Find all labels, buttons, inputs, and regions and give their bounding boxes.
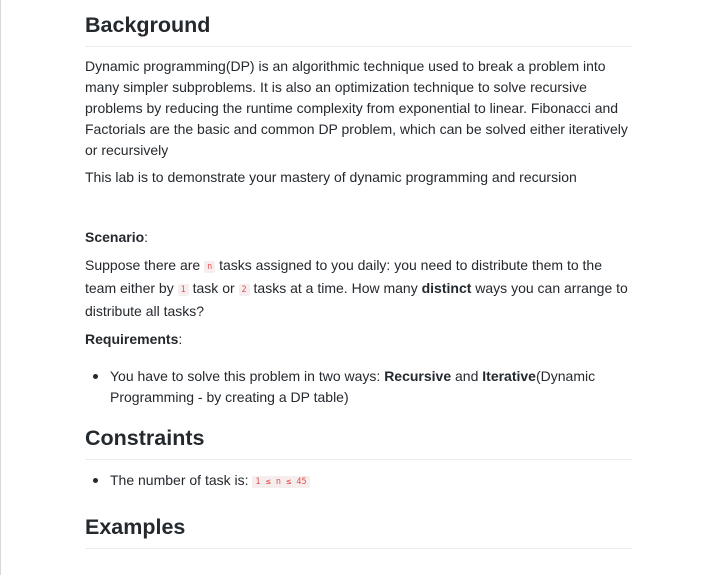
code-n: n (204, 261, 215, 273)
code-range: 1 ≤ n ≤ 45 (252, 476, 309, 488)
constraint-text: The number of task is: (110, 471, 253, 488)
bold-distinct: distinct (421, 279, 472, 296)
bold-iterative: Iterative (482, 367, 536, 384)
scenario-label-colon: : (144, 228, 149, 245)
requirements-label-colon: : (178, 330, 183, 347)
requirement-text-1: You have to solve this problem in two ways: (110, 367, 385, 384)
background-paragraph-dp: Dynamic programming(DP) is an algorithmic technique used to break a problem into many simpler subproblems. It is also an optimization technique to solve recursive problems by reducing the runtime complexity from exponential to linear. Fibonacci and Factorials are the basic and common DP problem, which can be solved either iteratively or recursively (85, 57, 628, 158)
requirements-list (85, 366, 632, 408)
scenario-text-4: tasks at a time. How many (249, 279, 422, 296)
requirements-label-text: Requirements (85, 330, 179, 347)
scenario-label (85, 227, 632, 248)
list-item (110, 366, 632, 408)
scenario-text-3: task or (188, 279, 239, 296)
requirement-text-2: and (451, 367, 483, 384)
scenario-text-5: ways you can arrange to distribute all tasks? (85, 279, 628, 319)
examples-heading: Examples (85, 514, 632, 549)
constraints-heading: Constraints (85, 425, 632, 460)
bullet-icon (93, 374, 98, 379)
code-2: 2 (239, 284, 250, 296)
left-border (0, 0, 1, 575)
scenario-text-1: Suppose there are (85, 256, 205, 273)
bold-recursive: Recursive (384, 367, 452, 384)
background-heading: Background (85, 12, 632, 47)
scenario-text-2: tasks assigned to you daily: you need to distribute them to the team either by (85, 256, 603, 296)
requirement-text-3: (Dynamic Programming - by creating a DP table) (110, 367, 596, 405)
requirements-label (85, 329, 632, 350)
constraints-list (85, 470, 632, 493)
background-paragraph-lab: This lab is to demonstrate your mastery of dynamic programming and recursion (85, 168, 577, 185)
code-1: 1 (178, 284, 189, 296)
list-item (110, 470, 632, 493)
document-body (85, 0, 632, 549)
scenario-label-text: Scenario (85, 228, 145, 245)
scenario-paragraph (85, 255, 632, 322)
bullet-icon (93, 478, 98, 483)
